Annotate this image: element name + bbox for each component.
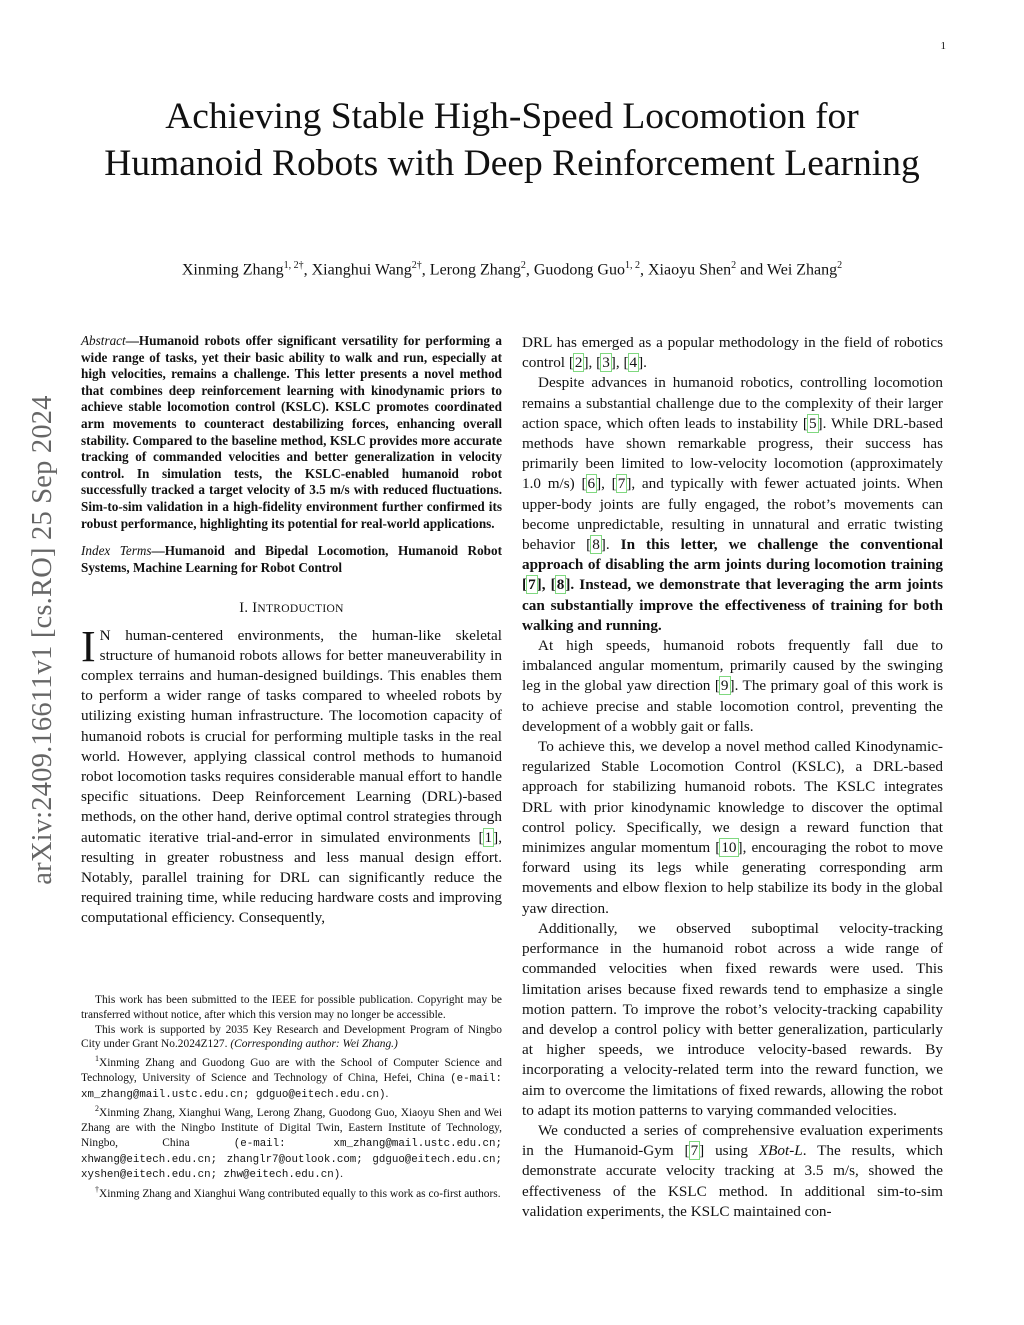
section-initial: I bbox=[252, 600, 258, 617]
paragraph-text: Despite advances in humanoid robotics, controlling locomotion remains a substantial challenge due to the complexity of their larger action space, which often leads to instability bbox=[522, 374, 943, 432]
paragraph-text: N human-centered environments, the human-like skeletal structure of humanoid robots allows for better maneuverability in complex terrains and human-designed buildings. This enables them to perform a wider range of tasks compared to wheeled robots by utilizing existing human infrastructure. The locomotion capacity of humanoid robots is crucial for performing multiple tasks in the real world. However, applying classical control methods to humanoid robot locomotion tasks requires considerable manual effort to handle specific situations. Deep Reinforcement Learning (DRL)-based methods, on the other hand, derive optimal control strategies through automatic iterative trial-and-error in simulated environments bbox=[81, 626, 502, 846]
citation-link[interactable]: 7 bbox=[690, 1142, 699, 1160]
paragraph-text: . The primary goal of this work is to achieve precise and stable locomotion control, preventing the development of a wobbly gait or falls. bbox=[522, 677, 944, 735]
footnote-corresponding: (Corresponding author: Wei Zhang.) bbox=[230, 1038, 398, 1051]
intro-paragraph-4: To achieve this, we develop a novel method called Kinodynamic-regularized Stable Locomotion Control (KSLC), a DRL-based approach for stabilizing humanoid robots. The KSLC integrates DRL with prior kinodynamic knowledge to discover the optimal control policy. Specifically, we design a reward function that minimizes angular momentum [10], encouraging the robot to move forward using its legs while generating corresponding arm movements and elbow flexion to help stabilize its body in the global yaw direction. bbox=[522, 738, 943, 917]
footnote-equal-contribution bbox=[81, 1183, 502, 1202]
footnote-marker: 2 bbox=[95, 1104, 99, 1114]
paragraph-text: . Instead, we demonstrate that leveraging the arm joints can substantially improve the effectiveness of training for both walking and running. bbox=[522, 576, 944, 634]
author-list bbox=[80, 255, 944, 281]
robot-model-name: XBot-L bbox=[758, 1142, 803, 1160]
footnote-funding bbox=[81, 1023, 502, 1053]
footnote-affiliation-1: $^1$Xinming Zhang and Guodong Guo are with the School of Computer Science and Technology, University of Science and Technology of China, Hefei, China (e-mail: xm_zhang@mail.ustc.edu.cn; gdguo@eitech.edu.cn). bbox=[81, 1054, 502, 1101]
footnote-text: Xinming Zhang and Guodong Guo are with the School of Computer Science and Technology, University of Science and Technology of China, Hefei, China bbox=[81, 1056, 502, 1084]
abstract bbox=[81, 333, 502, 532]
left-column bbox=[81, 333, 502, 929]
paragraph-text: To achieve this, we develop a novel method called Kinodynamic-regularized Stable Locomotion Control (KSLC), a DRL-based approach for stabilizing humanoid robots. The KSLC integrates DRL with prior kinodynamic knowledge to discover the optimal control policy. Specifically, we design a reward function that minimizes angular momentum bbox=[522, 738, 943, 857]
author-name: Xiaoyu Shen bbox=[647, 261, 732, 279]
author-name: Wei Zhang bbox=[766, 261, 838, 279]
footnote-text: Xinming Zhang, Xianghui Wang, Lerong Zhang, Guodong Guo, Xiaoyu Shen and Wei Zhang are with the Ningbo Institute of Digital Twin, Eastern Institute of Technology, Ningbo, China bbox=[81, 1107, 502, 1149]
author-separator: , bbox=[303, 261, 312, 279]
author-separator: , bbox=[421, 261, 430, 279]
footnote-affiliation-2: $^2$Xinming Zhang, Xianghui Wang, Lerong Zhang, Guodong Guo, Xiaoyu Shen and Wei Zhang are with the Ningbo Institute of Digital Twin, Eastern Institute of Technology, Ningbo, China (e-mail: xm_zhang@mail.ustc.edu.cn; xhwang@eitech.edu.cn; zhanglr7@outlook.com; gdguo@eitech.edu.cn; xyshen@eitech.edu.cn; zhw@eitech.edu.cn). bbox=[81, 1104, 502, 1182]
citation-link[interactable]: 2 bbox=[574, 354, 583, 372]
arxiv-identifier-text: arXiv:2409.16611v1 [cs.RO] 25 Sep 2024 bbox=[27, 395, 58, 885]
section-title-rest: NTRODUCTION bbox=[257, 603, 344, 616]
intro-paragraph-6: We conducted a series of comprehensive evaluation experiments in the Humanoid-Gym [7] using XBot-L. The results, which demonstrate accurate velocity tracking at 3.5 m/s, showed the effectiveness of the KSLC method. In additional sim-to-sim validation experiments, the KSLC maintained con- bbox=[522, 1121, 944, 1220]
citation-link[interactable]: 6 bbox=[587, 475, 596, 493]
index-terms-text: —Humanoid and Bipedal Locomotion, Humanoid Robot Systems, Machine Learning for Robot Control bbox=[81, 543, 502, 575]
footnote-submission: This work has been submitted to the IEEE for possible publication. Copyright may be transferred without notice, after which this version may no longer be accessible. bbox=[81, 994, 502, 1021]
citation-link[interactable]: 8 bbox=[556, 576, 565, 594]
footnote-text: This work is supported by 2035 Key Research and Development Program of Ningbo City under Grant No.2024Z127. bbox=[81, 1023, 502, 1051]
author-separator: , bbox=[525, 261, 534, 279]
footnote-email: (e-mail: xm_zhang@mail.ustc.edu.cn; gdguo@eitech.edu.cn) bbox=[81, 1072, 502, 1101]
author-name: Guodong Guo bbox=[533, 261, 625, 279]
intro-paragraph-1: I N human-centered environments, the human-like skeletal structure of humanoid robots allows for better maneuverability in complex terrains and human-designed buildings. This enables them to perform a wider range of tasks compared to wheeled robots by utilizing existing human infrastructure. The locomotion capacity of humanoid robots is crucial for performing multiple tasks in the real world. However, applying classical control methods to humanoid robot locomotion tasks requires considerable manual effort to handle specific situations. Deep Reinforcement Learning (DRL)-based methods, on the other hand, derive optimal control strategies through automatic iterative trial-and-error in simulated environments [1], resulting in greater robustness and less manual design effort. Notably, parallel training for DRL can significantly reduce the required training time, while reducing hardware costs and improving computational efficiency. Consequently, bbox=[81, 621, 502, 927]
paragraph-text: DRL has emerged as a popular methodology in the field of robotics control bbox=[522, 334, 943, 372]
citation-link[interactable]: 7 bbox=[617, 475, 626, 493]
author-name: Xinming Zhang bbox=[181, 261, 284, 279]
section-heading-introduction bbox=[81, 598, 502, 619]
footnotes bbox=[81, 993, 502, 1202]
author-name: Xianghui Wang bbox=[311, 261, 412, 279]
right-column bbox=[522, 333, 943, 1222]
citation-link[interactable]: 9 bbox=[720, 677, 729, 695]
author-name: Lerong Zhang bbox=[429, 261, 521, 279]
paragraph-text: , and typically with fewer actuated joints. When upper-body joints are fully engaged, the robot’s movements can become unpredictable, resulting in unnatural and erratic twisting behavior bbox=[522, 475, 943, 554]
author-affiliation: 2 bbox=[837, 260, 843, 271]
highlight-statement: In this letter, we challenge the conventional approach of disabling the arm joints during locomotion training [7], [8]. Instead, we demonstrate that leveraging the arm joints can substantially improve the effectiveness of training for both walking and running. bbox=[522, 536, 944, 634]
citation-link[interactable]: 5 bbox=[808, 414, 817, 432]
author-separator: and bbox=[736, 261, 767, 279]
paragraph-text: . While DRL-based methods have shown remarkable progress, their success has primarily been limited to low-velocity locomotion (approximately 1.0 m/s) bbox=[522, 414, 943, 493]
index-terms bbox=[81, 543, 502, 576]
paragraph-text: We conducted a series of comprehensive evaluation experiments in the Humanoid-Gym bbox=[522, 1121, 943, 1160]
paragraph-text: , resulting in greater robustness and less manual design effort. Notably, parallel training for DRL can significantly reduce the required training time, while reducing hardware costs and improving computational efficiency. Consequently, bbox=[81, 828, 502, 927]
footnote-text: Xinming Zhang and Xianghui Wang contributed equally to this work as co-first authors. bbox=[99, 1187, 501, 1200]
citation-link[interactable]: 8 bbox=[592, 536, 600, 554]
drop-cap: I bbox=[81, 621, 96, 671]
author-affiliation: 1, 2 bbox=[624, 260, 640, 271]
paragraph-text: using bbox=[704, 1142, 759, 1160]
intro-paragraph-1-continued: DRL has emerged as a popular methodology in the field of robotics control [2], [3], [4]. bbox=[522, 334, 943, 372]
author-affiliation: 2 bbox=[520, 260, 526, 271]
citation-link[interactable]: 4 bbox=[629, 354, 638, 372]
paragraph-text: At high speeds, humanoid robots frequently fall due to imbalanced angular momentum, primarily caused by the swinging leg in the global yaw direction bbox=[522, 637, 943, 695]
index-terms-label: Index Terms bbox=[81, 543, 152, 559]
citation-link[interactable]: 10 bbox=[721, 839, 737, 857]
abstract-label: Abstract bbox=[81, 333, 126, 348]
author-affiliation: 2† bbox=[411, 260, 422, 271]
arxiv-identifier bbox=[28, 330, 58, 950]
page-number: 1 bbox=[940, 40, 946, 52]
intro-paragraph-3: At high speeds, humanoid robots frequently fall due to imbalanced angular momentum, primarily caused by the swinging leg in the global yaw direction [9]. The primary goal of this work is to achieve precise and stable locomotion control, preventing the development of a wobbly gait or falls. bbox=[522, 637, 944, 735]
paragraph-text: In this letter, we challenge the conventional approach of disabling the arm joints during locomotion training bbox=[522, 536, 943, 574]
footnote-marker: † bbox=[95, 1185, 99, 1195]
paragraph-text: . The results, which demonstrate accurate velocity tracking at 3.5 m/s, showed the effectiveness of the KSLC method. In additional sim-to-sim validation experiments, the KSLC maintained con- bbox=[522, 1142, 944, 1220]
intro-paragraph-2: Despite advances in humanoid robotics, controlling locomotion remains a substantial challenge due to the complexity of their larger action space, which often leads to instability [5]. While DRL-based methods have shown remarkable progress, their success has primarily been limited to low-velocity locomotion (approximately 1.0 m/s) [6], [7], and typically with fewer actuated joints. When upper-body joints are fully engaged, the robot’s movements can become unpredictable, resulting in unnatural and erratic twisting behavior [8]. In this letter, we challenge the conventional approach of disabling the arm joints during locomotion training [7], [8]. Instead, we demonstrate that leveraging the arm joints can substantially improve the effectiveness of training for both walking and running. bbox=[522, 374, 944, 634]
citation-link[interactable]: 1 bbox=[484, 828, 493, 846]
paragraph-text: , encouraging the robot to move forward using its legs while generating corresponding arm movements and elbow flexion to help stabilize its body in the global yaw direction. bbox=[522, 839, 943, 917]
author-affiliation: 1, 2† bbox=[283, 260, 304, 271]
paper-title: Achieving Stable High-Speed Locomotion for Humanoid Robots with Deep Reinforcement Learning bbox=[104, 96, 920, 184]
author-affiliation: 2 bbox=[731, 260, 737, 271]
author-separator: , bbox=[639, 261, 648, 279]
section-numeral: I. bbox=[239, 600, 253, 617]
citation-link[interactable]: 3 bbox=[602, 354, 610, 372]
abstract-text: —Humanoid robots offer significant versatility for performing a wide range of tasks, yet their basic ability to walk and run, especially at high velocities, remains a challenge. This letter presents a novel method that combines deep reinforcement learning with kinodynamic priors to achieve stable locomotion control (KSLC). KSLC promotes coordinated arm movements to counteract destabilizing forces, enhancing overall stability. Compared to the baseline method, KSLC provides more accurate tracking of commanded velocities and better generalization in velocity control. In simulation tests, the KSLC-enabled humanoid robot successfully tracked a target velocity of 3.5 m/s with reduced fluctuations. Sim-to-sim validation in a high-fidelity environment further confirmed its robust performance, highlighting its potential for real-world applications. bbox=[81, 333, 502, 531]
footnote-email: (e-mail: xm_zhang@mail.ustc.edu.cn; xhwang@eitech.edu.cn; zhanglr7@outlook.com; gdguo@eitech.edu.cn; xyshen@eitech.edu.cn; zhw@eitech.edu.cn) bbox=[81, 1137, 502, 1182]
citation-link[interactable]: 7 bbox=[528, 576, 536, 594]
footnote-marker: 1 bbox=[95, 1054, 99, 1064]
intro-paragraph-5: Additionally, we observed suboptimal velocity-tracking performance in the humanoid robot across a wide range of commanded velocities when fixed rewards were used. This limitation arises because fixed rewards tend to emphasize a single motion pattern. To improve the robot’s velocity-tracking capability and develop a control policy with better generalization, particularly at higher speeds, we introduce velocity-based rewards. By incorporating a velocity-related term into the reward function, we aim to overcome the limitations of fixed rewards, allowing the robot to adapt its motion patterns to varying commanded velocities. bbox=[522, 919, 943, 1119]
